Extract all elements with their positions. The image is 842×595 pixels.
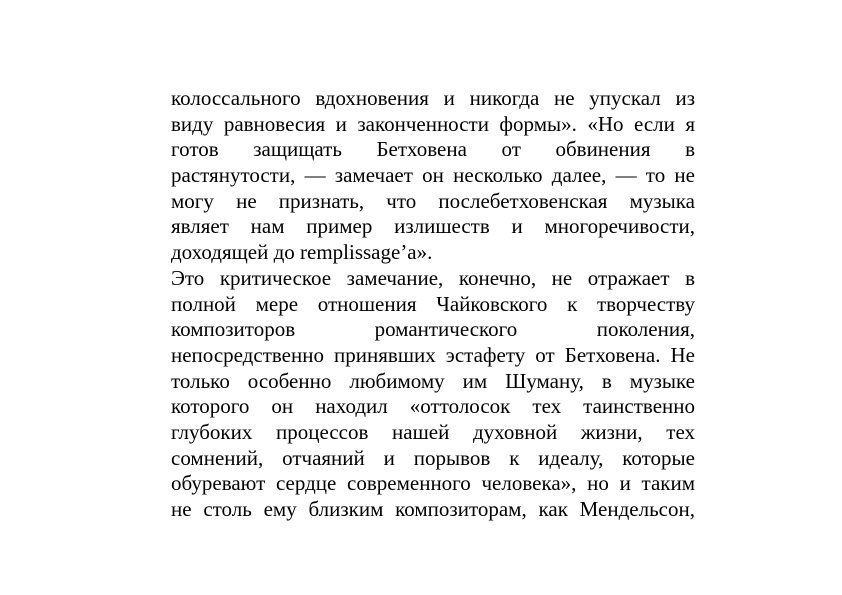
text-line: обуревают сердце современного человека», но и таким: [171, 471, 695, 496]
body-text: [171, 86, 695, 523]
text-line: которого он находил «оттолосок тех таинственно: [171, 394, 695, 419]
text-line: только особенно любимому им Шуману, в музыке: [171, 368, 695, 393]
text-line: колоссального вдохновения и никогда не упускал из: [171, 86, 695, 110]
text-line: готов защищать Бетховена от обвинения в: [171, 137, 695, 162]
text-line: полной мере отношения Чайковского к творчеству: [171, 291, 695, 316]
text-line: виду равновесия и законченности формы». «Но если я: [171, 111, 695, 136]
text-line: Это критическое замечание, конечно, не отражает в: [171, 265, 695, 290]
text-line: растянутости, — замечает он несколько далее, — то не: [171, 163, 695, 188]
text-line: непосредственно принявших эстафету от Бетховена. Не: [171, 342, 695, 367]
text-line: глубоких процессов нашей духовной жизни, тех: [171, 419, 695, 444]
text-line: сомнений, отчаяний и порывов к идеалу, которые: [171, 445, 695, 470]
text-line: доходящей до remplissage’а».: [171, 240, 433, 265]
text-line: могу не признать, что послебетховенская музыка: [171, 188, 695, 213]
text-line: не столь ему близким композиторам, как Мендельсон,: [171, 497, 695, 521]
text-line: композиторов романтического поколения,: [171, 317, 695, 342]
text-line: являет нам пример излишеств и многоречивости,: [171, 214, 695, 239]
